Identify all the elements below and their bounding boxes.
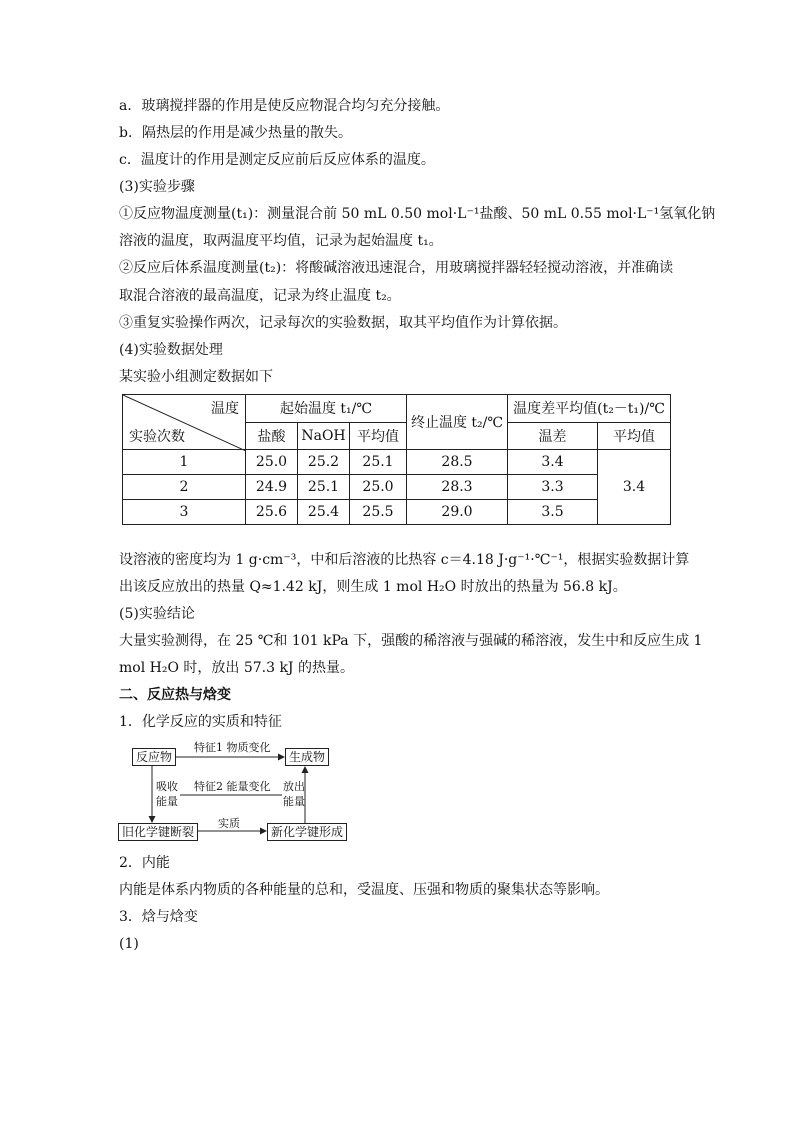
cell-hcl: 25.0 bbox=[246, 450, 298, 475]
box-new-bond-forming: 新化学键形成 bbox=[267, 823, 347, 841]
subheader-hcl: 盐酸 bbox=[246, 422, 298, 450]
subheader-avg: 平均值 bbox=[350, 422, 407, 450]
step2-line2: 取混合溶液的最高温度，记录为终止温度 t₂。 bbox=[119, 288, 401, 304]
table-intro: 某实验小组测定数据如下 bbox=[119, 369, 273, 385]
table-row bbox=[123, 500, 671, 525]
label-feature2: 特征2 能量变化 bbox=[194, 780, 271, 793]
step1-line1: ①反应物温度测量(t₁)：测量混合前 50 mL 0.50 mol·L⁻¹盐酸、50 mL 0.55 mol·L⁻¹氢氧化钠 bbox=[119, 206, 716, 222]
box-reactant: 反应物 bbox=[132, 748, 176, 766]
label-release-energy: 能量 bbox=[283, 795, 305, 808]
box-product: 生成物 bbox=[285, 748, 329, 766]
label-release: 放出 bbox=[283, 780, 305, 793]
calc-line2: 出该反应放出的热量 Q≈1.42 kJ，则生成 1 mol H₂O 时放出的热量为 56.8 kJ。 bbox=[119, 579, 627, 595]
calc-line1: 设溶液的密度均为 1 g·cm⁻³，中和后溶液的比热容 c＝4.18 J·g⁻¹·℃⁻¹，根据实验数据计算 bbox=[119, 552, 690, 568]
subheader-diff-avg: 平均值 bbox=[598, 422, 671, 450]
internal-energy-text: 内能是体系内物质的各种能量的总和，受温度、压强和物质的聚集状态等影响。 bbox=[119, 882, 609, 898]
conclusion-line2: mol H₂O 时，放出 57.3 kJ 的热量。 bbox=[119, 660, 354, 676]
step3-line: ③重复实验操作两次，记录每次的实验数据，取其平均值作为计算依据。 bbox=[119, 315, 567, 331]
cell-avg: 25.5 bbox=[350, 500, 407, 525]
data-table bbox=[122, 394, 671, 525]
corner-label-trial: 实验次数 bbox=[129, 429, 185, 445]
cell-naoh: 25.2 bbox=[298, 450, 350, 475]
section-heading-data: (4)实验数据处理 bbox=[119, 342, 223, 358]
subheading-internal-energy: 2．内能 bbox=[119, 855, 170, 871]
cell-diff-average: 3.4 bbox=[598, 450, 671, 525]
subheader-diff: 温差 bbox=[508, 422, 598, 450]
label-essence: 实质 bbox=[218, 817, 240, 830]
subheading-essence: 1．化学反应的实质和特征 bbox=[119, 714, 282, 730]
step2-line1: ②反应后体系温度测量(t₂)：将酸碱溶液迅速混合，用玻璃搅拌器轻轻搅动溶液，并准确读 bbox=[119, 260, 674, 276]
text-line-a: a．玻璃搅拌器的作用是使反应物混合均匀充分接触。 bbox=[119, 98, 450, 114]
label-feature1: 特征1 物质变化 bbox=[194, 741, 271, 754]
cell-avg: 25.0 bbox=[350, 475, 407, 500]
cell-hcl: 24.9 bbox=[246, 475, 298, 500]
cell-naoh: 25.1 bbox=[298, 475, 350, 500]
cell-naoh: 25.4 bbox=[298, 500, 350, 525]
subheader-naoh: NaOH bbox=[298, 422, 350, 450]
conclusion-line1: 大量实验测得，在 25 ℃和 101 kPa 下，强酸的稀溶液与强碱的稀溶液，发生中和反应生成 1 bbox=[119, 633, 703, 649]
label-absorb-energy: 能量 bbox=[156, 795, 178, 808]
cell-diff: 3.3 bbox=[508, 475, 598, 500]
cell-hcl: 25.6 bbox=[246, 500, 298, 525]
cell-end: 28.3 bbox=[407, 475, 508, 500]
cell-diff: 3.4 bbox=[508, 450, 598, 475]
text-line-b: b．隔热层的作用是减少热量的散失。 bbox=[119, 125, 352, 141]
header-end-temp: 终止温度 t₂/℃ bbox=[407, 395, 508, 450]
cell-trial: 1 bbox=[123, 450, 246, 475]
corner-label-temp: 温度 bbox=[211, 401, 239, 417]
cell-trial: 2 bbox=[123, 475, 246, 500]
cell-avg: 25.1 bbox=[350, 450, 407, 475]
cell-diff: 3.5 bbox=[508, 500, 598, 525]
label-absorb: 吸收 bbox=[156, 780, 178, 793]
cell-end: 29.0 bbox=[407, 500, 508, 525]
header-temp-diff: 温度差平均值(t₂－t₁)/℃ bbox=[508, 395, 671, 423]
table-row bbox=[123, 475, 671, 500]
item-marker-1: (1) bbox=[119, 936, 139, 952]
section-title-reaction-heat: 二、反应热与焓变 bbox=[119, 687, 231, 703]
cell-trial: 3 bbox=[123, 500, 246, 525]
section-heading-steps: (3)实验步骤 bbox=[119, 179, 195, 195]
step1-line2: 溶液的温度，取两温度平均值，记录为起始温度 t₁。 bbox=[119, 233, 443, 249]
text-line-c: c．温度计的作用是测定反应前后反应体系的温度。 bbox=[119, 152, 435, 168]
section-heading-conclusion: (5)实验结论 bbox=[119, 606, 195, 622]
box-old-bond-breaking: 旧化学键断裂 bbox=[118, 823, 198, 841]
subheading-enthalpy: 3．焓与焓变 bbox=[119, 909, 198, 925]
cell-end: 28.5 bbox=[407, 450, 508, 475]
header-start-temp: 起始温度 t₁/℃ bbox=[246, 395, 407, 423]
table-row bbox=[123, 450, 671, 475]
table-corner-cell bbox=[123, 395, 246, 450]
